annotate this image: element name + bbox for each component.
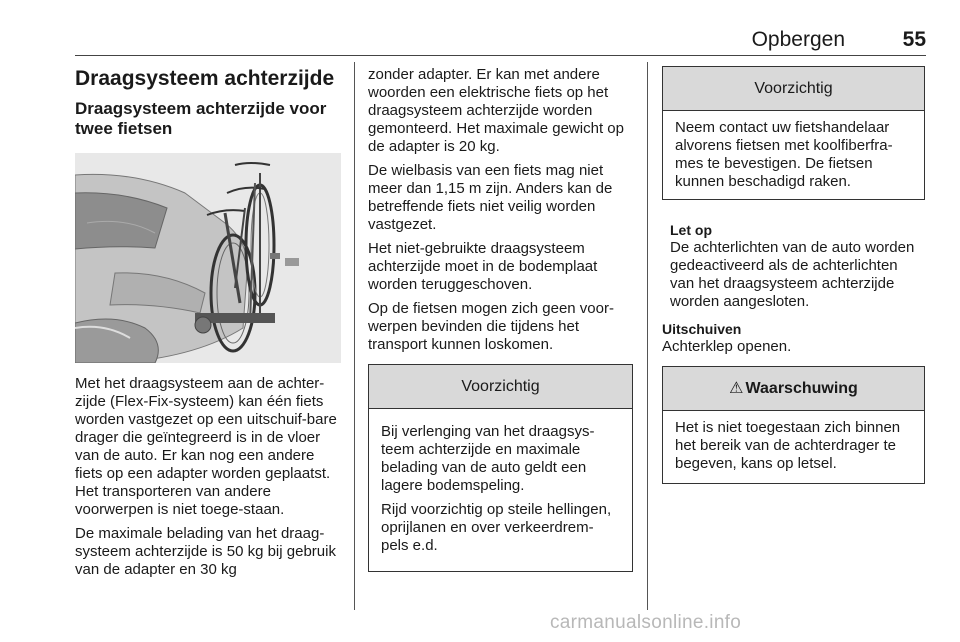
caution-box-title: Voorzichtig [369, 365, 632, 409]
note-title: Let op [670, 222, 712, 238]
paragraph: Met het draagsysteem aan de achter-zijde (Flex-Fix-systeem) kan één fiets worden vastgezet op een uitschuif-bare drager die geïntegreerd is in de vloer van de auto. Er kan nog een andere fiets op een adapter worden geplaatst. Het transporteren van andere voorwerpen is niet toege-staan. [75, 375, 337, 518]
column-2 [368, 62, 633, 572]
caution-box-title: Voorzichtig [663, 67, 924, 111]
subsection-heading: Draagsysteem achterzijde voor twee fietsen [75, 99, 327, 138]
note-text: De achterlichten van de auto worden gedeactiveerd als de achterlichten van het draagsysteem achterzijde worden aangesloten. [670, 239, 915, 310]
procedure-text: Achterklep openen. [662, 338, 792, 355]
paragraph: Het niet-gebruikte draagsysteem achterzijde moet in de bodemplaat worden teruggeschoven. [368, 240, 598, 293]
warning-text: Het is niet toegestaan zich binnen het bereik van de achterdrager te begeven, kans op letsel. [675, 419, 901, 472]
warning-box-header [663, 367, 924, 411]
watermark: carmanualsonline.info [550, 612, 742, 633]
section-heading: Draagsysteem achterzijde [75, 67, 335, 90]
section-title: Opbergen [751, 28, 845, 51]
column-1 [75, 62, 341, 585]
column-3 [662, 62, 925, 484]
page-header [0, 24, 960, 58]
paragraph: De wielbasis van een fiets mag niet meer dan 1,15 m zijn. Anders kan de betreffende fiets niet veilig worden vastgezet. [368, 162, 613, 233]
paragraph: Op de fietsen mogen zich geen voor-werpen bevinden die tijdens het transport kunnen loskomen. [368, 300, 614, 353]
procedure-heading: Uitschuiven [662, 321, 742, 337]
column-divider-1 [354, 62, 355, 610]
warning-icon: ⚠ [729, 380, 744, 397]
note [662, 222, 925, 311]
paragraph: De maximale belading van het draag-systeem achterzijde is 50 kg bij gebruik van de adapter en 30 kg [75, 525, 336, 578]
page-number: 55 [902, 28, 926, 51]
caution-text: Bij verlenging van het draagsys-teem achterzijde en maximale belading van de auto geldt een lagere bodemspeling. [381, 423, 595, 494]
bike-carrier-illustration [75, 153, 341, 363]
warning-box [662, 366, 925, 484]
caution-box [368, 364, 633, 572]
caution-box [662, 66, 925, 200]
header-rule [75, 55, 926, 56]
caution-text: Rijd voorzichtig op steile hellingen, oprijlanen en over verkeerdrem-pels e.d. [381, 501, 612, 554]
warning-box-title: Waarschuwing [745, 380, 858, 397]
caution-text: Neem contact uw fietshandelaar alvorens fietsen met koolfiberfra-mes te bevestigen. De fietsen kunnen beschadigd raken. [675, 119, 893, 190]
paragraph: zonder adapter. Er kan met andere woorden een elektrische fiets op het draagsysteem achterzijde worden gemonteerd. Het maximale gewicht op de adapter is 20 kg. [368, 66, 624, 155]
column-divider-2 [647, 62, 648, 610]
